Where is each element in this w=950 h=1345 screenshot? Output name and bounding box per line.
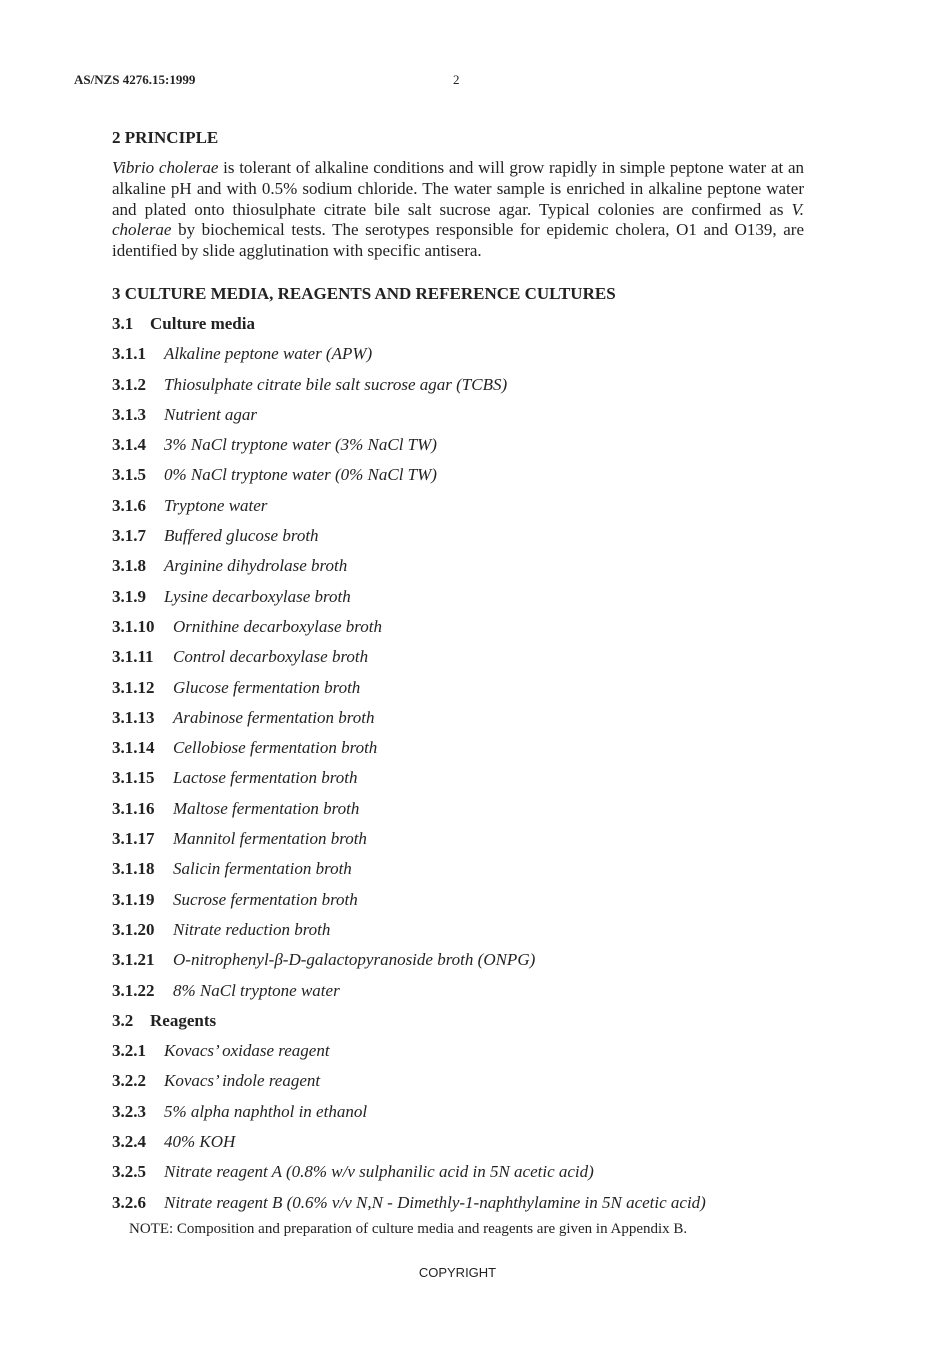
item-number: 3.1.15 [112,768,155,788]
item-number: 3.1.13 [112,707,155,727]
culture-medium-item [112,799,804,829]
culture-medium-item [112,496,804,526]
item-title: 40% KOH [164,1132,236,1151]
item-number: 3.1.19 [112,889,155,909]
item-number: 3.1.21 [112,950,155,970]
document-code: AS/NZS 4276.15:1999 [74,72,196,87]
item-number: 3.1.6 [112,495,146,515]
culture-medium-item [112,526,804,556]
subsection-number: 3.1 [112,313,134,333]
item-title: O-nitrophenyl-β-D-galactopyranoside broth (ONPG) [173,950,536,970]
item-title: Cellobiose fermentation broth [173,738,378,758]
section-2-heading: 2 PRINCIPLE [112,128,219,147]
document-body [112,128,804,1223]
item-title: Lysine decarboxylase broth [164,586,351,606]
item-title: Kovacs’ oxidase reagent [164,1041,330,1061]
subsection-title: Culture media [150,313,255,333]
subsection-number: 3.2 [112,1010,134,1030]
page-number: 2 [453,72,460,87]
item-number: 3.1.9 [112,586,146,606]
reagent-item [112,1132,804,1162]
item-title: Lactose fermentation broth [173,768,358,788]
culture-medium-item [112,708,804,738]
culture-medium-item [112,678,804,708]
item-number: 3.2.5 [112,1162,146,1182]
culture-medium-item [112,465,804,495]
culture-medium-item [112,647,804,677]
item-title: Glucose fermentation broth [173,677,361,697]
item-number: 3.1.18 [112,859,155,879]
reagent-item [112,1162,804,1192]
culture-medium-item [112,617,804,647]
item-title: Maltose fermentation broth [173,798,360,818]
subsection-title: Reagents [150,1010,217,1030]
culture-medium-item [112,859,804,889]
culture-medium-item [112,920,804,950]
culture-medium-item [112,344,804,374]
paragraph-text: is tolerant of alkaline conditions and will grow rapidly in simple peptone water at an alkaline pH and with 0.5% sodium chloride. The water sample is enriched in alkaline peptone water and plated onto thiosulphate citrate bile salt sucrose agar. Typical colonies are confirmed as [112,158,804,219]
item-number: 3.1.16 [112,798,155,818]
item-number: 3.1.1 [112,344,146,364]
item-number: 3.1.12 [112,677,155,697]
item-number: 3.1.20 [112,919,155,939]
item-number: 3.2.2 [112,1071,146,1091]
item-title: Alkaline peptone water (APW) [164,344,373,364]
culture-medium-item [112,738,804,768]
item-number: 3.1.14 [112,738,155,758]
item-number: 3.2.1 [112,1041,146,1061]
item-title: Arabinose fermentation broth [173,707,375,727]
item-title: Nutrient agar [164,404,258,424]
item-number: 3.2.6 [112,1192,146,1212]
culture-medium-item [112,587,804,617]
item-number: 3.1.22 [112,980,155,1000]
item-number: 3.2.3 [112,1101,146,1121]
item-title: Buffered glucose broth [164,526,319,546]
item-title: 0% NaCl tryptone water (0% NaCl TW) [164,465,437,485]
item-number: 3.1.17 [112,829,155,849]
species-name: V. cholerae [112,199,804,240]
item-number: 3.1.11 [112,647,154,667]
item-title: Nitrate reagent B (0.6% v/v N,N - Dimethly-1-naphthylamine in 5N acetic acid) [164,1192,706,1212]
item-title: Sucrose fermentation broth [173,889,358,909]
item-title: Nitrate reagent A (0.8% w/v sulphanilic acid in 5N acetic acid) [164,1162,594,1182]
item-number: 3.2.4 [112,1132,146,1151]
item-title: 3% NaCl tryptone water (3% NaCl TW) [164,435,437,455]
item-title: Kovacs’ indole reagent [164,1071,321,1091]
species-name: Vibrio cholerae [112,158,219,177]
subsection-reagents [112,1011,804,1041]
item-title: Salicin fermentation broth [173,859,352,879]
item-number: 3.1.5 [112,465,146,485]
culture-medium-item [112,768,804,798]
item-number: 3.1.10 [112,616,155,636]
culture-medium-item [112,981,804,1011]
item-title: Thiosulphate citrate bile salt sucrose agar (TCBS) [164,374,508,394]
reagents-list [112,1041,804,1223]
reagent-item [112,1041,804,1071]
item-title: Ornithine decarboxylase broth [173,616,382,636]
culture-media-list [112,344,804,1011]
culture-medium-item [112,556,804,586]
item-title: Nitrate reduction broth [173,919,331,939]
principle-paragraph [112,158,804,262]
item-number: 3.1.3 [112,404,146,424]
culture-medium-item [112,405,804,435]
item-title: 8% NaCl tryptone water [173,980,340,1000]
item-number: 3.1.7 [112,526,146,546]
note: NOTE: Composition and preparation of culture media and reagents are given in Appendix B. [129,1221,688,1237]
copyright-footer: COPYRIGHT [418,1265,497,1280]
item-number: 3.1.2 [112,374,146,394]
section-3-heading: 3 CULTURE MEDIA, REAGENTS AND REFERENCE CULTURES [112,283,616,303]
culture-medium-item [112,950,804,980]
item-title: Control decarboxylase broth [173,647,369,667]
culture-medium-item [112,375,804,405]
culture-medium-item [112,890,804,920]
paragraph-text: by biochemical tests. The serotypes responsible for epidemic cholera, O1 and O139, are identified by slide agglutination with specific antisera. [112,220,804,261]
item-title: 5% alpha naphthol in ethanol [164,1101,368,1121]
item-number: 3.1.4 [112,435,146,455]
reagent-item [112,1102,804,1132]
item-number: 3.1.8 [112,556,146,576]
reagent-item [112,1071,804,1101]
culture-medium-item [112,435,804,465]
item-title: Tryptone water [164,495,268,515]
item-title: Mannitol fermentation broth [173,829,367,849]
subsection-culture-media [112,314,804,344]
reagent-item [112,1193,804,1223]
culture-medium-item [112,829,804,859]
item-title: Arginine dihydrolase broth [164,556,348,576]
